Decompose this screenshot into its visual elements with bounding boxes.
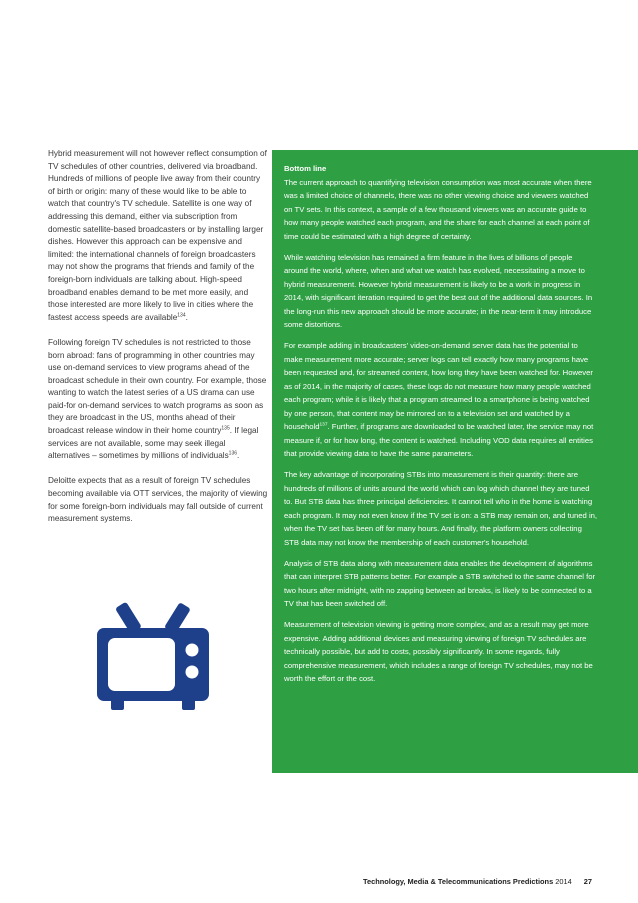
body-paragraph: Following foreign TV schedules is not restricted to those born abroad: fans of programming in other countries may use on-demand services to view programs ahead of the broadcast schedule in their own country. For example, those wanting to watch the latest series of a US drama can use paid-for on-demand services to watch programs as soon as they are broadcast in the US, months ahead of their broadcast release window in their home country$^{135}$. If legal services are not available, some may seek illegal alternatives – sometimes by millions of individuals$^{136}$. [48, 337, 267, 461]
page-footer [363, 877, 592, 886]
footnote-ref: 134 [177, 311, 186, 318]
television-icon [97, 600, 209, 710]
footnote-ref: 137 [319, 422, 328, 428]
footer-title: Technology, Media & Telecommunications Predictions [363, 877, 554, 886]
bottom-line-paragraph: For example adding in broadcasters' video-on-demand server data has the potential to make measurement more accurate; server logs can tell exactly how many programs have been requested and, for streamed content, how long they have been watched for. However as of 2014, in the majority of cases, these logs do not measure how many people watched each program; while it is likely that a program streamed to a smartphone is being watched by one person, that content may be mirrored on to a television set and watched by a household$^{137}$. Further, if programs are downloaded to be watched later, the service may not measure if, or for how long, the content is watched. Including VOD data requires all entities that provide viewing data to have the same parameters. [284, 341, 594, 458]
body-paragraph: Deloitte expects that as a result of foreign TV schedules becoming available via OTT services, the majority of viewing for some foreign-born individuals may fall outside of current measurement systems. [48, 476, 268, 524]
bottom-line-title: Bottom line [284, 164, 327, 173]
left-column [48, 148, 268, 538]
bottom-line-paragraph: The current approach to quantifying television consumption was most accurate when there was a limited choice of channels, there was no other viewing choice and viewers watched on TV sets. In this context, a sample of a few thousand viewers was an accurate guide to how many people watched each program, and the share for each channel at each point of time could be estimated with a high degree of certainty. [284, 177, 592, 241]
footnote-ref: 136 [228, 450, 238, 457]
footer-year: 2014 [555, 877, 572, 886]
bottom-line-paragraph: Measurement of television viewing is getting more complex, and as a result may get more expensive. Adding additional devices and measuring viewing of foreign TV schedules are technically possible, but add to costs, possibly significantly. In some regards, fully comprehensive measurement, which includes a range of foreign TV schedules, may not be worth the effort or the cost. [284, 620, 593, 683]
bottom-line-paragraph: While watching television has remained a firm feature in the lives of billions of people around the world, where, when and what we watch has evolved, necessitating a move to hybrid measurement. However hybrid measurement is likely to be a work in progress in 2014, with significant iteration required to get the best out of the additional data sources. In the long-run this new approach should be more accurate; in the near-term it may introduce some distortions. [284, 252, 593, 329]
footnote-ref: 135 [221, 425, 230, 432]
bottom-line-box [272, 150, 638, 773]
page-number: 27 [583, 877, 592, 886]
bottom-line-paragraph: The key advantage of incorporating STBs into measurement is their quantity: there are hundreds of millions of units around the world which can log which channel they are tuned to. But STB data has three principal deficiencies. It cannot tell who in the home is watching each program. It may not even know if the TV set is on: a STB may remain on, and tuned in, when the TV set has been off for many hours. And finally, the platform owners collecting STB data may not know the membership of each customer's household. [284, 470, 598, 547]
body-paragraph: Hybrid measurement will not however reflect consumption of TV schedules of other countries, delivered via broadband. Hundreds of millions of people live away from their country of birth or origin: many of these would like to be able to watch that country's TV schedule. Satellite is one way of addressing this demand, either via subscription from domestic satellite-based broadcasters or by installing larger dishes. However this approach can be expensive and limited: the international channels of foreign broadcasters may not show the programs that friends and family of the foreign-born individuals are talking about. High-speed broadband enables demand to be met more easily, and those interested are more likely to live in cities where the fastest access speeds are available$^{134}$. [48, 149, 267, 322]
bottom-line-paragraph: Analysis of STB data along with measurement data enables the development of algorithms that can interpret STB patterns better. For example a STB switched to the same channel for two hours after midnight, with no zapping between ad breaks, is likely to be connected to a TV that has been switched off. [284, 558, 596, 608]
